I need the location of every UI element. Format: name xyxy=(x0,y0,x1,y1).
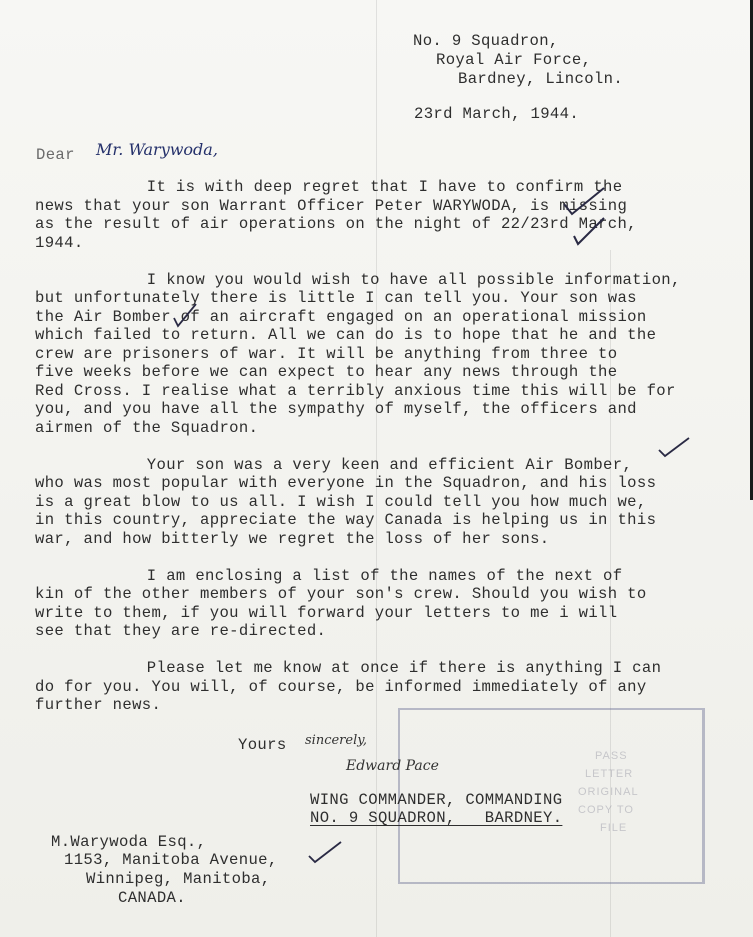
body-line: you, and you have all the sympathy of myself, the officers and xyxy=(35,400,637,418)
closing-handwritten: sincerely, xyxy=(305,733,367,748)
stamp-text: COPY TO xyxy=(578,804,634,816)
stamp-text: PASS xyxy=(595,750,628,762)
body-line: write to them, if you will forward your letters to me i will xyxy=(35,604,618,622)
checkmark-icon xyxy=(305,838,345,866)
closing-typed: Yours xyxy=(238,736,287,754)
salutation-handwritten: Mr. Warywoda, xyxy=(96,140,218,159)
body-line: see that they are re-directed. xyxy=(35,622,327,640)
letterhead-raf: Royal Air Force, xyxy=(436,51,592,69)
body-line: war, and how bitterly we regret the loss of her sons. xyxy=(35,530,550,548)
recipient-country: CANADA. xyxy=(118,889,186,907)
body-line: who was most popular with everyone in the Squadron, and his loss xyxy=(35,474,657,492)
signature: Edward Pace xyxy=(346,758,439,774)
recipient-name: M.Warywoda Esq., xyxy=(51,833,207,851)
body-line: the Air Bomber of an aircraft engaged on an operational mission xyxy=(35,308,647,326)
stamp-text: FILE xyxy=(600,822,628,834)
body-line: Please let me know at once if there is anything I can xyxy=(40,659,662,677)
letterhead-squadron: No. 9 Squadron, xyxy=(413,32,559,50)
body-line: in this country, appreciate the way Canada is helping us in this xyxy=(35,511,657,529)
body-line: crew are prisoners of war. It will be anything from three to xyxy=(35,345,618,363)
body-line: kin of the other members of your son's crew. Should you wish to xyxy=(35,585,647,603)
signatory-unit: NO. 9 SQUADRON, BARDNEY. xyxy=(310,809,563,827)
stamp-text: LETTER xyxy=(585,768,634,780)
body-line: Red Cross. I realise what a terribly anxious time this will be for xyxy=(35,382,676,400)
signatory-title: WING COMMANDER, COMMANDING xyxy=(310,791,563,809)
body-line: I am enclosing a list of the names of the next of xyxy=(40,567,623,585)
body-line: Your son was a very keen and efficient Air Bomber, xyxy=(40,456,633,474)
letter-date: 23rd March, 1944. xyxy=(414,105,580,123)
body-line: I know you would wish to have all possible information, xyxy=(40,271,681,289)
checkmark-icon xyxy=(655,434,695,460)
body-line: It is with deep regret that I have to confirm the xyxy=(40,178,623,196)
checkmark-icon xyxy=(170,300,200,330)
body-line: which failed to return. All we can do is to hope that he and the xyxy=(35,326,657,344)
body-line: news that your son Warrant Officer Peter WARYWODA, is missing xyxy=(35,197,628,215)
body-line: as the result of air operations on the night of 22/23rd March, xyxy=(35,215,637,233)
body-line: airmen of the Squadron. xyxy=(35,419,259,437)
body-line: five weeks before we can expect to hear any news through the xyxy=(35,363,618,381)
checkmark-icon xyxy=(570,212,610,248)
body-line: do for you. You will, of course, be informed immediately of any xyxy=(35,678,647,696)
body-line: 1944. xyxy=(35,234,84,252)
body-line: is a great blow to us all. I wish I could tell you how much we, xyxy=(35,493,647,511)
body-line: further news. xyxy=(35,696,162,714)
recipient-street: 1153, Manitoba Avenue, xyxy=(64,851,278,869)
recipient-city: Winnipeg, Manitoba, xyxy=(86,870,271,888)
letterhead-location: Bardney, Lincoln. xyxy=(458,70,624,88)
stamp-text: ORIGINAL xyxy=(578,786,639,798)
body-line: but unfortunately there is little I can tell you. Your son was xyxy=(35,289,637,307)
salutation-typed: Dear xyxy=(36,146,75,164)
